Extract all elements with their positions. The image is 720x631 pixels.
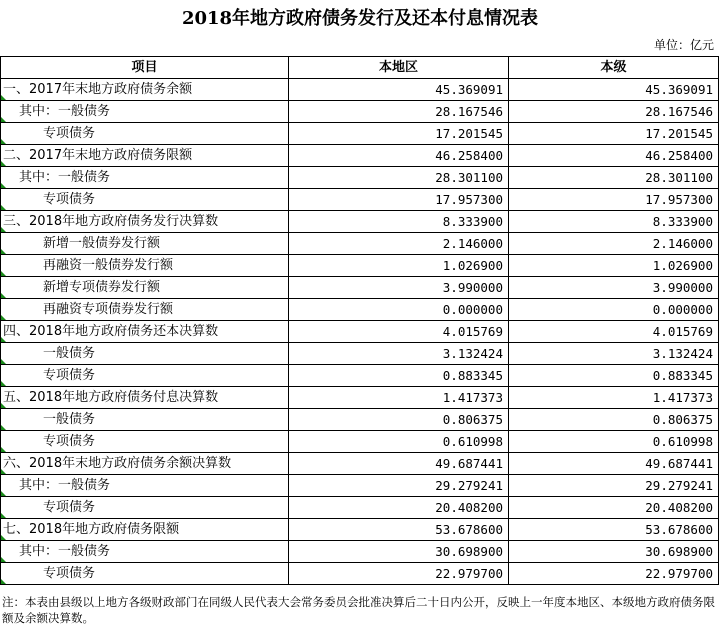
table-row: [1, 365, 719, 387]
table-row: [1, 211, 719, 233]
cell-comment-marker: [1, 205, 6, 210]
row-label-cell[interactable]: [1, 233, 289, 255]
row-label: 专项债务: [43, 433, 96, 449]
local-value-cell[interactable]: 0.806375: [509, 409, 719, 431]
table-row: [1, 431, 719, 453]
row-label: 其中：一般债务: [19, 103, 111, 119]
region-value-cell[interactable]: 0.883345: [289, 365, 509, 387]
row-label: 一般债务: [43, 411, 96, 427]
table-row: [1, 541, 719, 563]
cell-comment-marker: [1, 183, 6, 188]
cell-comment-marker: [1, 491, 6, 496]
row-label: 专项债务: [43, 125, 96, 141]
cell-comment-marker: [1, 425, 6, 430]
local-value-cell[interactable]: 8.333900: [509, 211, 719, 233]
row-label-cell[interactable]: [1, 497, 289, 519]
table-row: [1, 255, 719, 277]
column-header-item: 项目: [1, 57, 289, 79]
local-value-cell[interactable]: 0.610998: [509, 431, 719, 453]
row-label-cell[interactable]: [1, 79, 289, 101]
local-value-cell[interactable]: 4.015769: [509, 321, 719, 343]
region-value-cell[interactable]: 8.333900: [289, 211, 509, 233]
cell-comment-marker: [1, 139, 6, 144]
table-row: [1, 167, 719, 189]
table-row: [1, 299, 719, 321]
region-value-cell[interactable]: 17.957300: [289, 189, 509, 211]
local-value-cell[interactable]: 22.979700: [509, 563, 719, 585]
table-row: [1, 409, 719, 431]
footnote: 注：本表由县级以上地方各级财政部门在同级人民代表大会常务委员会批准决算后二十日内公开，反映上一年度本地区、本级地方政府债务限额及余额决算数。: [2, 595, 715, 625]
region-value-cell[interactable]: 1.026900: [289, 255, 509, 277]
region-value-cell[interactable]: 30.698900: [289, 541, 509, 563]
row-label: 一般债务: [43, 345, 96, 361]
header-row: [1, 57, 719, 79]
column-header-local: 本级: [509, 57, 719, 79]
region-value-cell[interactable]: 3.990000: [289, 277, 509, 299]
region-value-cell[interactable]: 0.610998: [289, 431, 509, 453]
row-label-cell[interactable]: [1, 475, 289, 497]
row-label-cell[interactable]: [1, 255, 289, 277]
row-label: 新增专项债券发行额: [43, 279, 161, 295]
local-value-cell[interactable]: 0.883345: [509, 365, 719, 387]
row-label-cell[interactable]: [1, 321, 289, 343]
row-label: 专项债务: [43, 499, 96, 515]
local-value-cell[interactable]: 2.146000: [509, 233, 719, 255]
page-title: 2018年地方政府债务发行及还本付息情况表: [181, 8, 539, 29]
cell-comment-marker: [1, 535, 6, 540]
row-label: 其中：一般债务: [19, 477, 111, 493]
row-label: 专项债务: [43, 565, 96, 581]
row-label: 四、2018年地方政府债务还本决算数: [3, 323, 219, 339]
table-row: [1, 277, 719, 299]
table-row: [1, 79, 719, 101]
table-row: [1, 453, 719, 475]
table-row: [1, 233, 719, 255]
row-label-cell[interactable]: [1, 211, 289, 233]
local-value-cell[interactable]: 1.026900: [509, 255, 719, 277]
region-value-cell[interactable]: 2.146000: [289, 233, 509, 255]
table-row: [1, 387, 719, 409]
region-value-cell[interactable]: 4.015769: [289, 321, 509, 343]
region-value-cell[interactable]: 46.258400: [289, 145, 509, 167]
table-row: [1, 475, 719, 497]
cell-comment-marker: [1, 95, 6, 100]
row-label-cell[interactable]: [1, 343, 289, 365]
local-value-cell[interactable]: 17.201545: [509, 123, 719, 145]
debt-table: [0, 56, 719, 585]
local-value-cell[interactable]: 45.369091: [509, 79, 719, 101]
column-header-region: 本地区: [289, 57, 509, 79]
local-value-cell[interactable]: 29.279241: [509, 475, 719, 497]
region-value-cell[interactable]: 20.408200: [289, 497, 509, 519]
row-label: 再融资专项债券发行额: [43, 301, 174, 317]
local-value-cell[interactable]: 1.417373: [509, 387, 719, 409]
region-value-cell[interactable]: 0.000000: [289, 299, 509, 321]
row-label-cell[interactable]: [1, 365, 289, 387]
table-row: [1, 145, 719, 167]
region-value-cell[interactable]: 28.301100: [289, 167, 509, 189]
local-value-cell[interactable]: 53.678600: [509, 519, 719, 541]
local-value-cell[interactable]: 3.132424: [509, 343, 719, 365]
cell-comment-marker: [1, 117, 6, 122]
local-value-cell[interactable]: 17.957300: [509, 189, 719, 211]
cell-comment-marker: [1, 337, 6, 342]
row-label-cell[interactable]: [1, 167, 289, 189]
local-value-cell[interactable]: 30.698900: [509, 541, 719, 563]
row-label-cell[interactable]: [1, 123, 289, 145]
cell-comment-marker: [1, 315, 6, 320]
local-value-cell[interactable]: 3.990000: [509, 277, 719, 299]
row-label-cell[interactable]: [1, 453, 289, 475]
row-label: 专项债务: [43, 367, 96, 383]
region-value-cell[interactable]: 53.678600: [289, 519, 509, 541]
table-row: [1, 519, 719, 541]
region-value-cell[interactable]: 45.369091: [289, 79, 509, 101]
row-label: 一、2017年末地方政府债务余额: [3, 81, 193, 97]
local-value-cell[interactable]: 28.167546: [509, 101, 719, 123]
cell-comment-marker: [1, 249, 6, 254]
region-value-cell[interactable]: 0.806375: [289, 409, 509, 431]
region-value-cell[interactable]: 22.979700: [289, 563, 509, 585]
row-label: 其中：一般债务: [19, 543, 111, 559]
table-row: [1, 101, 719, 123]
cell-comment-marker: [1, 447, 6, 452]
row-label-cell[interactable]: [1, 541, 289, 563]
local-value-cell[interactable]: 46.258400: [509, 145, 719, 167]
region-value-cell[interactable]: 17.201545: [289, 123, 509, 145]
row-label: 二、2017年末地方政府债务限额: [3, 147, 193, 163]
row-label-cell[interactable]: [1, 519, 289, 541]
region-value-cell[interactable]: 1.417373: [289, 387, 509, 409]
table-row: [1, 321, 719, 343]
cell-comment-marker: [1, 469, 6, 474]
row-label-cell[interactable]: [1, 409, 289, 431]
cell-comment-marker: [1, 359, 6, 364]
row-label-cell[interactable]: [1, 563, 289, 585]
cell-comment-marker: [1, 381, 6, 386]
row-label-cell[interactable]: [1, 299, 289, 321]
cell-comment-marker: [1, 161, 6, 166]
cell-comment-marker: [1, 227, 6, 232]
row-label-cell[interactable]: [1, 101, 289, 123]
row-label: 六、2018年末地方政府债务余额决算数: [3, 455, 232, 471]
cell-comment-marker: [1, 579, 6, 584]
cell-comment-marker: [1, 293, 6, 298]
cell-comment-marker: [1, 403, 6, 408]
row-label: 专项债务: [43, 191, 96, 207]
region-value-cell[interactable]: 28.167546: [289, 101, 509, 123]
row-label: 再融资一般债券发行额: [43, 257, 174, 273]
unit-label: 单位：亿元: [653, 38, 714, 52]
cell-comment-marker: [1, 513, 6, 518]
local-value-cell[interactable]: 49.687441: [509, 453, 719, 475]
region-value-cell[interactable]: 29.279241: [289, 475, 509, 497]
row-label-cell[interactable]: [1, 277, 289, 299]
local-value-cell[interactable]: 28.301100: [509, 167, 719, 189]
cell-comment-marker: [1, 557, 6, 562]
table-row: [1, 497, 719, 519]
region-value-cell[interactable]: 49.687441: [289, 453, 509, 475]
local-value-cell[interactable]: 20.408200: [509, 497, 719, 519]
row-label-cell[interactable]: [1, 387, 289, 409]
local-value-cell[interactable]: 0.000000: [509, 299, 719, 321]
row-label-cell[interactable]: [1, 145, 289, 167]
row-label-cell[interactable]: [1, 189, 289, 211]
row-label: 其中：一般债务: [19, 169, 111, 185]
row-label-cell[interactable]: [1, 431, 289, 453]
table-row: [1, 343, 719, 365]
cell-comment-marker: [1, 271, 6, 276]
row-label: 七、2018年地方政府债务限额: [3, 521, 180, 537]
row-label: 三、2018年地方政府债务发行决算数: [3, 213, 219, 229]
row-label: 新增一般债券发行额: [43, 235, 161, 251]
row-label: 五、2018年地方政府债务付息决算数: [3, 389, 219, 405]
region-value-cell[interactable]: 3.132424: [289, 343, 509, 365]
table-row: [1, 563, 719, 585]
table-row: [1, 189, 719, 211]
table-body: [1, 79, 719, 585]
table-row: [1, 123, 719, 145]
